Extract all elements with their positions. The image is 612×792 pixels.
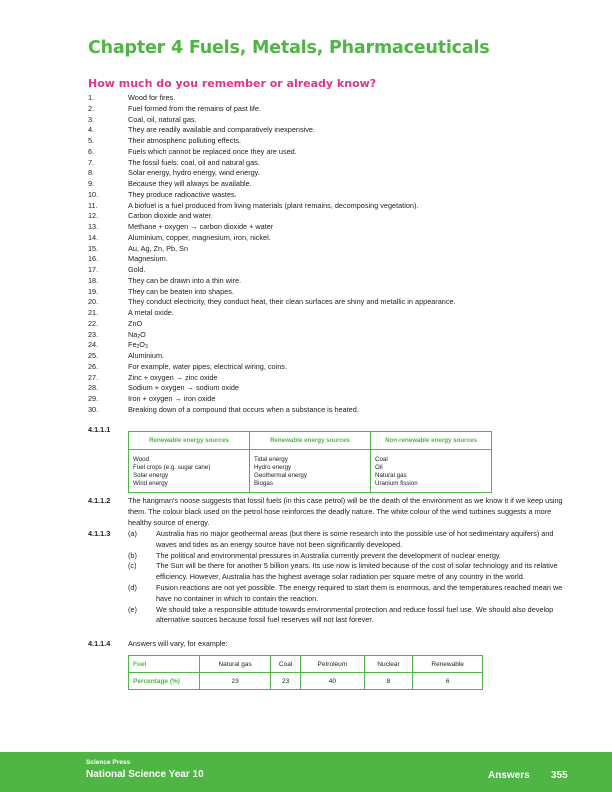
energy-cell: Tidal energy: [254, 456, 288, 463]
energy-header: Non-renewable energy sources: [371, 432, 492, 450]
question-row: [88, 287, 528, 298]
question-number: 4.: [88, 125, 95, 135]
fuel-name-cell: Nuclear: [364, 656, 413, 673]
list-item: [128, 561, 568, 583]
question-number: 10.: [88, 189, 99, 199]
answer-text-main: Iron + oxygen → iron oxide: [128, 394, 216, 403]
section-subtitle: How much do you remember or already know?: [88, 77, 377, 90]
answer-text: [128, 104, 261, 115]
footer-book-title: National Science Year 10: [86, 769, 204, 780]
question-row: [88, 104, 528, 115]
question-row: [88, 125, 528, 136]
answer-text-main: Na: [128, 329, 138, 339]
question-row: [88, 297, 528, 308]
formula-part: O: [139, 340, 145, 350]
answer-text: [128, 319, 142, 330]
answer-text-main: Coal, oil, natural gas.: [128, 114, 197, 124]
list-4113: [128, 529, 568, 626]
answer-text-main: Breaking down of a compound that occurs when a substance is heated.: [128, 404, 359, 414]
question-number: 16.: [88, 254, 99, 264]
answer-text: [128, 190, 237, 201]
answer-text: [128, 373, 217, 384]
energy-cell: Uranium fission: [375, 480, 418, 487]
question-number: 2.: [88, 103, 95, 113]
question-number: 30.: [88, 404, 99, 414]
answer-text-main: A metal oxide.: [128, 308, 174, 317]
energy-cell: Fuel crops (e.g. sugar cane): [133, 464, 211, 471]
answer-text-main: They produce radioactive wastes.: [128, 189, 237, 199]
question-number: 26.: [88, 361, 99, 371]
question-row: [88, 254, 528, 265]
question-row: [88, 373, 528, 384]
energy-cell: Coal: [375, 456, 388, 463]
energy-column: [129, 450, 250, 493]
answer-text-main: Fe: [128, 340, 137, 350]
answer-text: [128, 201, 418, 212]
question-row: [88, 179, 528, 190]
answer-text-main: Methane + oxygen → carbon dioxide + water: [128, 222, 274, 231]
question-row: [88, 211, 528, 222]
answer-text: [128, 168, 260, 179]
question-number: 21.: [88, 308, 99, 317]
energy-header: Renewable energy sources: [250, 432, 371, 450]
energy-cell: Natural gas: [375, 472, 407, 479]
question-number: 25.: [88, 351, 99, 360]
fuel-name-cell: Petroleum: [301, 656, 365, 673]
list-item-letter: (e): [128, 604, 137, 614]
question-row: [88, 383, 528, 394]
percentage-cell: 23: [271, 673, 301, 690]
list-item-text: The political and environmental pressures in Australia currently prevent the development of nuclear energy.: [156, 550, 502, 560]
answer-text: [128, 330, 146, 341]
question-row: [88, 190, 528, 201]
list-item-letter: (b): [128, 550, 137, 560]
answer-text: [128, 233, 271, 244]
list-item-letter: (a): [128, 529, 137, 538]
question-row: [88, 147, 528, 158]
answer-text: [128, 287, 234, 298]
question-row: [88, 168, 528, 179]
answer-text: [128, 158, 260, 169]
percentage-row-label: Percentage (%): [129, 673, 200, 690]
answer-text: [128, 147, 297, 158]
list-item-text: We should take a responsible attitude towards environmental protection and reduce fossil fuel use. We should also develop alternative sources because fossil fuel reserves will not last forever.: [156, 604, 554, 625]
answer-text: [128, 351, 164, 362]
answer-text-main: Zinc + oxygen → zinc oxide: [128, 372, 218, 382]
question-number: 17.: [88, 265, 99, 274]
answer-text-main: Aluminium, copper, magnesium, iron, nickel.: [128, 232, 271, 242]
question-row: [88, 405, 528, 416]
answer-text-main: Aluminium.: [128, 351, 165, 360]
list-item-letter: (d): [128, 582, 137, 592]
answer-text-main: Fuels which cannot be replaced once they are used.: [128, 146, 297, 156]
list-item: [128, 605, 568, 627]
formula-subscript: 2: [137, 333, 141, 340]
answer-text-main: Solar energy, hydro energy, wind energy.: [128, 168, 260, 178]
answer-text-main: Their atmospheric polluting effects.: [128, 136, 242, 145]
answer-text-main: They are readily available and comparatively inexpensive.: [128, 125, 315, 135]
question-number: 18.: [88, 275, 99, 285]
energy-sources-table: [128, 431, 492, 493]
answer-text: [128, 254, 168, 265]
fuel-name-cell: Natural gas: [200, 656, 271, 673]
fuel-name-cell: Coal: [271, 656, 301, 673]
answer-text: [128, 394, 215, 405]
percentage-cell: 6: [413, 673, 483, 690]
answer-text: [128, 244, 188, 255]
answer-text: [128, 136, 241, 147]
answer-text-main: ZnO: [128, 318, 143, 328]
answer-text: [128, 265, 145, 276]
answer-text: [128, 93, 175, 104]
energy-cell: Wood: [133, 456, 150, 463]
question-number: 27.: [88, 372, 99, 382]
paragraph-4114: Answers will vary, for example:: [128, 639, 228, 648]
question-row: [88, 222, 528, 233]
question-row: [88, 276, 528, 287]
footer-section: Answers: [488, 770, 530, 781]
answer-text: [128, 125, 315, 136]
question-number: 19.: [88, 286, 99, 296]
list-item: [128, 529, 568, 551]
page-footer: [0, 752, 612, 792]
fuel-row-label: Fuel: [129, 656, 200, 673]
formula-subscript: 2: [136, 344, 140, 351]
question-number: 15.: [88, 243, 99, 253]
question-number: 13.: [88, 222, 99, 231]
question-row: [88, 362, 528, 373]
answer-text-main: Carbon dioxide and water.: [128, 211, 213, 221]
section-number-4114: 4.1.1.4: [88, 639, 111, 648]
question-number: 7.: [88, 157, 95, 167]
chapter-title: Chapter 4 Fuels, Metals, Pharmaceuticals: [88, 38, 490, 58]
answer-text-main: For example, water pipes, electrical wiring, coins.: [128, 361, 287, 371]
question-row: [88, 394, 528, 405]
energy-cell: Biogas: [254, 480, 273, 487]
answer-text-main: A biofuel is a fuel produced from living materials (plant remains, decomposing vegetation).: [128, 200, 419, 210]
answer-text: [128, 211, 213, 222]
energy-column: [250, 450, 371, 493]
section-number-4111: 4.1.1.1: [88, 425, 111, 434]
question-row: [88, 201, 528, 212]
energy-column: [371, 450, 492, 493]
question-row: [88, 330, 528, 341]
question-row: [88, 136, 528, 147]
energy-cell: Solar energy: [133, 472, 169, 479]
question-number: 3.: [88, 114, 95, 124]
question-row: [88, 93, 528, 104]
list-item-text: The Sun will be there for another 5 billion years. Its use now is limited because of the cost of solar technology and its relative efficiency. However, Australia has the highest average solar radiation per square metre of any country in the world.: [156, 561, 558, 582]
answer-text: [128, 276, 241, 287]
answer-text: [128, 115, 197, 126]
question-row: [88, 319, 528, 330]
energy-cell: Geothermal energy: [254, 472, 307, 479]
question-number: 20.: [88, 297, 99, 307]
paragraph-4112: The hangman's noose suggests that fossil fuels (in this case petrol) will be the death of the environment as we know it if we keep using them. The colour black used on the petrol hose reinforces the deadly nature. The white colour of the wind turbines suggests a more healthy source of energy.: [128, 496, 563, 527]
percentage-cell: 8: [364, 673, 413, 690]
question-number: 8.: [88, 168, 95, 178]
question-row: [88, 158, 528, 169]
answer-text-main: The fossil fuels: coal, oil and natural gas.: [128, 157, 260, 167]
answer-text-main: Au, Ag, Zn, Pb, Sn: [128, 243, 189, 253]
energy-cell: Oil: [375, 464, 383, 471]
list-item-text: Australia has no major geothermal areas (but there is some research into the possible use of hot sedimentary aquifers) and waves and tides as an energy source have not been significantly developed.: [156, 529, 554, 549]
list-item: [128, 551, 568, 562]
question-number: 22.: [88, 318, 99, 328]
question-row: [88, 265, 528, 276]
answer-text-main: Magnesium.: [128, 254, 168, 264]
percentage-cell: 40: [301, 673, 365, 690]
answer-text: [128, 383, 239, 394]
answer-text: [128, 362, 287, 373]
answer-text-main: Fuel formed from the remains of past life.: [128, 103, 262, 113]
questions-list: [88, 93, 528, 416]
question-number: 9.: [88, 179, 95, 188]
question-number: 23.: [88, 329, 99, 339]
question-row: [88, 351, 528, 362]
answer-text: [128, 222, 273, 233]
question-row: [88, 233, 528, 244]
answer-text: [128, 308, 174, 319]
percentage-cell: 23: [200, 673, 271, 690]
question-number: 24.: [88, 340, 99, 350]
energy-header: Renewable energy sources: [129, 432, 250, 450]
footer-publisher: Science Press: [86, 759, 131, 766]
answer-text-main: They conduct electricity, they conduct heat, their clean surfaces are shiny and metallic in appearance.: [128, 297, 456, 307]
answer-text: [128, 340, 148, 351]
question-number: 11.: [88, 200, 98, 210]
question-number: 1.: [88, 93, 95, 102]
fuel-name-cell: Renewable: [413, 656, 483, 673]
fuel-percentage-table: [128, 655, 483, 690]
answer-text: [128, 179, 252, 190]
answer-text: [128, 297, 456, 308]
energy-cell: Wind energy: [133, 480, 168, 487]
answer-text: [128, 405, 359, 416]
formula-part: O: [140, 329, 146, 339]
answer-text-main: Wood for fires.: [128, 93, 176, 102]
question-number: 29.: [88, 394, 99, 403]
answer-text-main: Sodium + oxygen → sodium oxide: [128, 383, 239, 393]
question-row: [88, 308, 528, 319]
list-item-letter: (c): [128, 561, 137, 571]
formula-subscript: 3: [144, 344, 148, 351]
question-row: [88, 244, 528, 255]
section-number-4113: 4.1.1.3: [88, 529, 111, 538]
question-number: 12.: [88, 211, 99, 221]
energy-cell: Hydro energy: [254, 464, 292, 471]
question-number: 5.: [88, 136, 95, 145]
question-number: 6.: [88, 146, 95, 156]
question-row: [88, 340, 528, 351]
answer-text-main: They can be beaten into shapes.: [128, 286, 234, 296]
page-number: 355: [551, 770, 568, 781]
list-item: [128, 583, 568, 605]
answer-text-main: Because they will always be available.: [128, 179, 252, 188]
answer-text-main: Gold.: [128, 265, 146, 274]
question-row: [88, 115, 528, 126]
section-number-4112: 4.1.1.2: [88, 496, 111, 505]
list-item-text: Fusion reactions are not yet possible. The energy required to start them is enormous, and the temperatures reached mean we have no container in which to contain the reaction.: [156, 582, 563, 603]
question-number: 14.: [88, 232, 99, 242]
answer-text-main: They can be drawn into a thin wire.: [128, 275, 242, 285]
question-number: 28.: [88, 383, 99, 393]
